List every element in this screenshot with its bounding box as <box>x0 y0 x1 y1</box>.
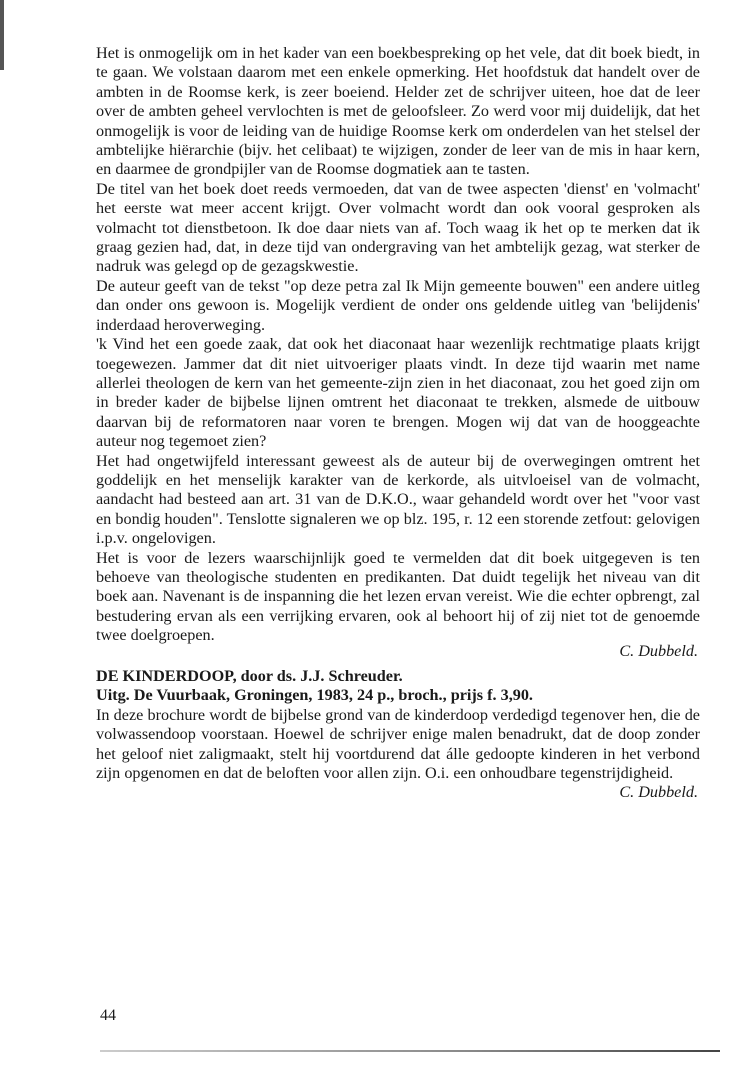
review-2-title: DE KINDERDOOP, <box>96 667 237 685</box>
review-1-signature: C. Dubbeld. <box>619 641 698 660</box>
review-2-publisher-line: Uitg. De Vuurbaak, Groningen, 1983, 24 p., broch., prijs f. 3,90. <box>96 686 533 705</box>
review-1-paragraph-3: De auteur geeft van de tekst "op deze petra zal Ik Mijn gemeente bouwen" een andere uitleg dan onder ons gewoon is. Mogelijk verdient de onder ons geldende uitleg van 'belijdenis' inderdaad heroverweging. <box>96 276 700 334</box>
review-2-paragraph: In deze brochure wordt de bijbelse grond van de kinderdoop verdedigd tegenover hen, die de volwassendoop voorstaan. Hoewel de schrijver enige malen benadrukt, dat de doop zonder het geloof niet zaligmaakt, stelt hij voortdurend dat álle gedoopte kinderen in het verbond zijn opgenomen en dat de beloften voor allen zijn. O.i. een onhoudbare tegenstrijdigheid. <box>96 705 700 783</box>
review-2 <box>96 667 700 803</box>
review-1 <box>96 44 700 661</box>
scan-edge-mark <box>0 0 4 70</box>
review-2-signature: C. Dubbeld. <box>619 783 698 802</box>
review-1-paragraph-5: Het had ongetwijfeld interessant geweest als de auteur bij de overwegingen omtrent het goddelijk en het menselijk karakter van de kerkorde, als uitvloeisel van de volmacht, aandacht had besteed aan art. 31 van de D.K.O., waar gehandeld wordt over het "voor vast en bondig houden". Tenslotte signaleren we op blz. 195, r. 12 een storende zetfout: gelovigen i.p.v. ongelovigen. <box>96 451 700 548</box>
bottom-rule <box>100 1050 720 1052</box>
page-content <box>96 44 700 803</box>
review-2-title-line <box>96 667 700 686</box>
review-1-paragraph-6: Het is voor de lezers waarschijnlijk goed te vermelden dat dit boek uitgegeven is ten behoeve van theologische studenten en predikanten. Dat duidt tegelijk het niveau van dit boek aan. Navenant is de inspanning die het lezen ervan vereist. Wie die echter opbrengt, zal bestudering ervan als een verrijking ervaren, ook al behoort hij of zij niet tot de genoemde twee doelgroepen. <box>96 548 700 645</box>
review-2-author: door ds. J.J. Schreuder. <box>236 667 403 685</box>
review-1-paragraph-2: De titel van het boek doet reeds vermoeden, dat van de twee aspecten 'dienst' en 'volmacht' het eerste wat meer accent krijgt. Over volmacht wordt dan ook vooral gesproken als volmacht tot dienstbetoon. Ik doe daar niets van af. Toch waag ik het op te merken dat ik graag gezien had, dat, in deze tijd van ondergraving van het ambtelijk gezag, wat sterker de nadruk was gelegd op de gezagskwestie. <box>96 179 700 276</box>
page-number: 44 <box>100 1007 116 1024</box>
review-1-paragraph-1: Het is onmogelijk om in het kader van een boekbespreking op het vele, dat dit boek biedt, in te gaan. We volstaan daarom met een enkele opmerking. Het hoofdstuk dat handelt over de ambten in de Roomse kerk, is zeer boeiend. Helder zet de schrijver uiteen, hoe dat de leer over de ambten geheel vervlochten is met de geloofsleer. Zo werd voor mij duidelijk, dat het onmogelijk is voor de leiding van de huidige Roomse kerk om onderdelen van het stelsel der ambtelijke hiërarchie (bijv. het celibaat) te wijzigen, zonder de leer van de mis in haar kern, en daarmee de grondpijler van de Roomse dogmatiek aan te tasten. <box>96 44 700 179</box>
review-1-paragraph-4: 'k Vind het een goede zaak, dat ook het diaconaat haar wezenlijk rechtmatige plaats krijgt toegewezen. Jammer dat dit niet uitvoeriger plaats vindt. In deze tijd waarin met name allerlei theologen de kern van het gemeente-zijn zien in het diaconaat, zou het goed zijn om in breder kader de bijbelse lijnen omtrent het diaconaat te trekken, alsmede de uitbouw daarvan bij de reformatoren naar voren te brengen. Mogen wij dat van de hooggeachte auteur nog tegemoet zien? <box>96 335 700 451</box>
